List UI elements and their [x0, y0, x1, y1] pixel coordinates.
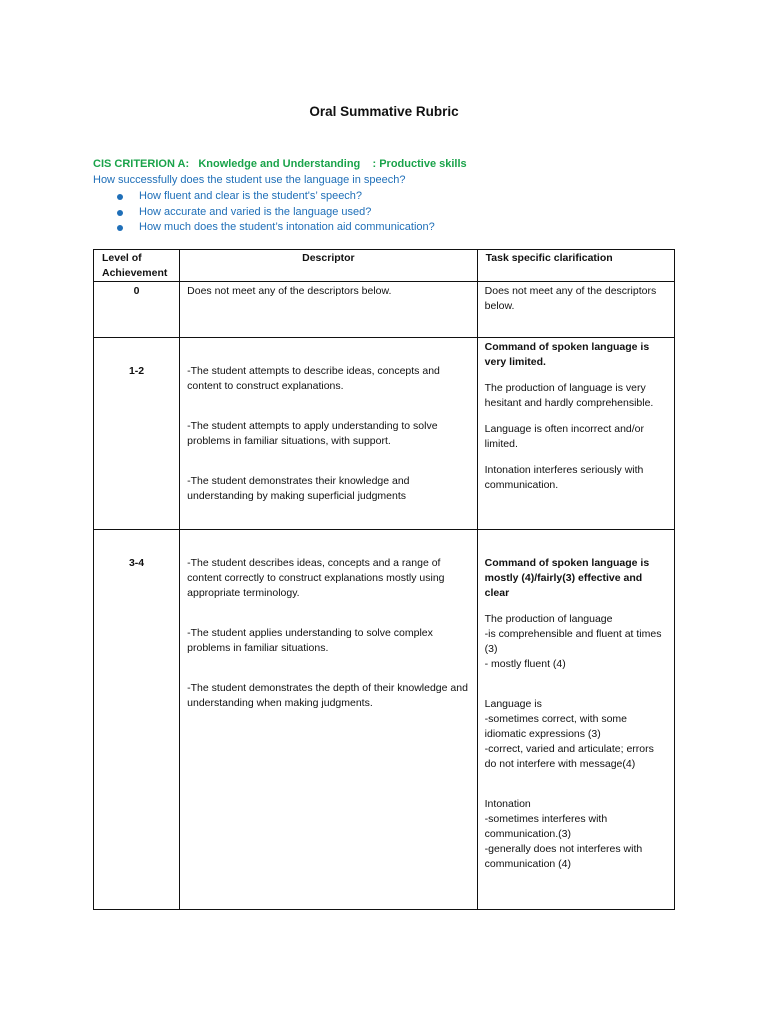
- header-task: Task specific clarification: [477, 250, 674, 282]
- task-intonation: [485, 797, 668, 872]
- rubric-table: [93, 249, 675, 910]
- list-item-text: How much does the student’s intonation aid communication?: [139, 221, 435, 233]
- bullet-icon: [117, 225, 123, 231]
- task-text: -is comprehensible and fluent at times (3): [484, 628, 662, 655]
- task-text: The production of language: [484, 613, 613, 625]
- level-cell: 0: [94, 282, 180, 338]
- task-text: Does not meet any of the descriptors below.: [484, 285, 657, 312]
- descriptor-text: -The student attempts to describe ideas, concepts and content to construct explanations.: [187, 365, 440, 392]
- descriptor-text: Does not meet any of the descriptors below.: [187, 285, 392, 297]
- task-heading: Command of spoken language is mostly (4)/fairly(3) effective and clear: [484, 557, 650, 599]
- header-descriptor: Descriptor: [180, 250, 478, 282]
- descriptor-text: -The student describes ideas, concepts and a range of content correctly to construct explanations mostly using appropriate terminology.: [187, 557, 445, 599]
- bullet-icon: [117, 194, 123, 200]
- task-cell: [477, 282, 674, 338]
- criterion-heading: CIS CRITERION A: Knowledge and Understanding : Productive skills: [93, 158, 467, 170]
- criterion-question: How successfully does the student use the language in speech?: [93, 174, 406, 186]
- list-item-text: How fluent and clear is the student's’ speech?: [139, 190, 363, 202]
- descriptor-cell: [180, 338, 478, 530]
- question-list: [113, 189, 435, 236]
- task-text: -sometimes interferes with communication.(3): [484, 813, 608, 840]
- page-title: Oral Summative Rubric: [309, 104, 459, 119]
- task-cell: [477, 338, 674, 530]
- descriptor-text: -The student demonstrates their knowledge and understanding by making superficial judgments: [187, 475, 410, 502]
- task-text: Intonation: [484, 798, 531, 810]
- task-text: The production of language is very hesitant and hardly comprehensible.: [484, 382, 654, 409]
- task-language: [485, 697, 668, 772]
- bullet-icon: [117, 210, 123, 216]
- list-item: [113, 220, 435, 236]
- task-production: [485, 612, 668, 672]
- table-row: [94, 530, 675, 910]
- task-text: Intonation interferes seriously with communication.: [484, 464, 644, 491]
- descriptor-cell: [180, 530, 478, 910]
- task-text: Language is often incorrect and/or limited.: [484, 423, 644, 450]
- descriptor-text: -The student applies understanding to solve complex problems in familiar situations.: [187, 627, 433, 654]
- list-item: [113, 189, 435, 205]
- descriptor-cell: [180, 282, 478, 338]
- list-item: [113, 205, 435, 221]
- task-text: -correct, varied and articulate; errors do not interfere with message(4): [484, 743, 654, 770]
- task-heading: Command of spoken language is very limited.: [484, 341, 650, 368]
- task-text: -sometimes correct, with some idiomatic expressions (3): [484, 713, 628, 740]
- task-text: - mostly fluent (4): [484, 658, 566, 670]
- level-cell: 3-4: [94, 530, 180, 910]
- table-row: [94, 282, 675, 338]
- table-header-row: [94, 250, 675, 282]
- task-text: -generally does not interferes with communication (4): [484, 843, 643, 870]
- descriptor-text: -The student attempts to apply understanding to solve problems in familiar situations, with support.: [187, 420, 438, 447]
- table-row: [94, 338, 675, 530]
- level-cell: 1-2: [94, 338, 180, 530]
- task-text: Language is: [484, 698, 542, 710]
- task-cell: [477, 530, 674, 910]
- descriptor-text: -The student demonstrates the depth of their knowledge and understanding when making judgments.: [187, 682, 468, 709]
- list-item-text: How accurate and varied is the language used?: [139, 205, 372, 218]
- header-level: Level of Achievement: [94, 250, 180, 282]
